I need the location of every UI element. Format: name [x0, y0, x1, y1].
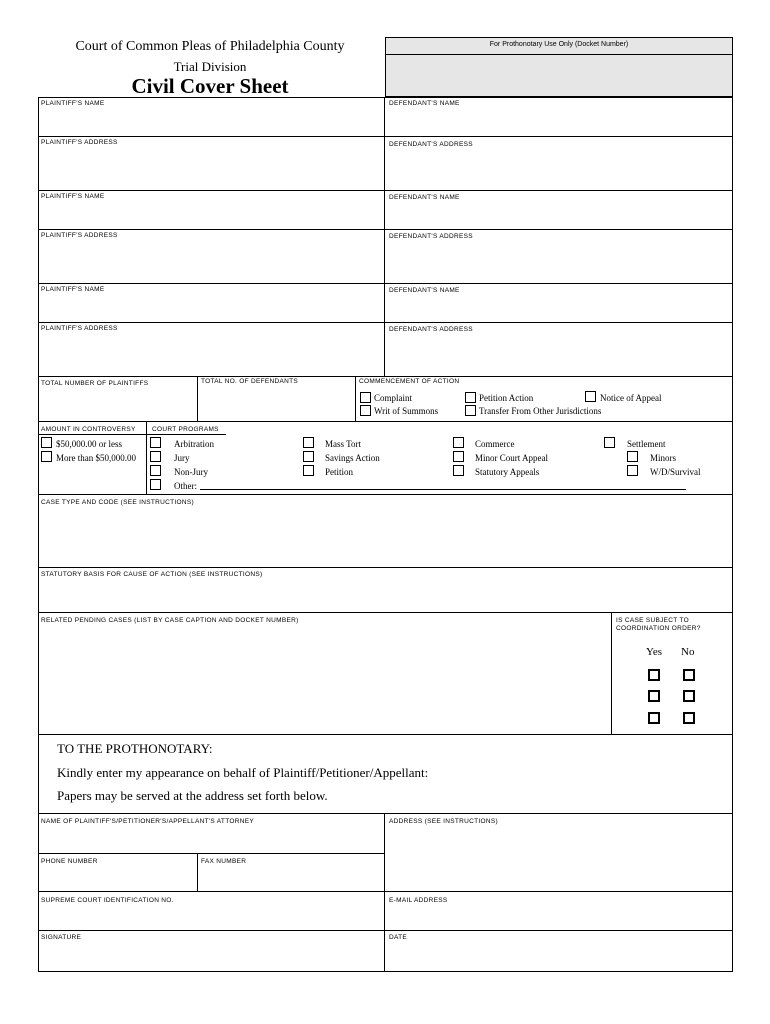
attorney-address-field[interactable]: [386, 827, 732, 890]
related-cases-field[interactable]: [39, 627, 610, 733]
court-name: Court of Common Pleas of Philadelphia County: [75, 39, 345, 54]
email-label: E-MAIL ADDRESS: [389, 897, 448, 904]
statutory-appeals-checkbox[interactable]: [453, 465, 464, 476]
statutory-basis-label: STATUTORY BASIS FOR CAUSE OF ACTION (SEE INSTRUCTIONS): [41, 571, 263, 578]
defendant-name-field-2[interactable]: [386, 204, 732, 228]
coordination-label-2: COORDINATION ORDER?: [616, 625, 701, 632]
phone-label: PHONE NUMBER: [41, 858, 98, 865]
plaintiff-address-label-1: PLAINTIFF'S ADDRESS: [41, 139, 118, 146]
plaintiff-name-field-3[interactable]: [39, 296, 383, 321]
other-label: Other:: [174, 481, 197, 491]
coordination-yes-checkbox-1[interactable]: [648, 669, 660, 681]
petition-action-label: Petition Action: [479, 393, 534, 403]
total-defendants-label: TOTAL NO. OF DEFENDANTS: [201, 378, 299, 385]
non-jury-checkbox[interactable]: [150, 465, 161, 476]
coordination-yes-checkbox-2[interactable]: [648, 690, 660, 702]
arbitration-checkbox[interactable]: [150, 437, 161, 448]
plaintiff-name-label-1: PLAINTIFF'S NAME: [41, 100, 105, 107]
yes-label: Yes: [646, 646, 663, 658]
notice-of-appeal-checkbox[interactable]: [585, 391, 596, 402]
writ-of-summons-label: Writ of Summons: [374, 406, 439, 416]
total-plaintiffs-field[interactable]: [39, 390, 196, 420]
non-jury-label: Non-Jury: [174, 467, 208, 477]
wd-survival-checkbox[interactable]: [627, 465, 638, 476]
attorney-name-label: NAME OF PLAINTIFF'S/PETITIONER'S/APPELLANT'S ATTORNEY: [41, 818, 254, 825]
statutory-appeals-label: Statutory Appeals: [475, 467, 540, 477]
division-name: Trial Division: [173, 59, 247, 74]
petition-checkbox[interactable]: [303, 465, 314, 476]
wd-survival-label: W/D/Survival: [650, 467, 701, 477]
plaintiff-name-label-3: PLAINTIFF'S NAME: [41, 286, 105, 293]
jury-checkbox[interactable]: [150, 451, 161, 462]
other-checkbox[interactable]: [150, 479, 161, 490]
complaint-checkbox[interactable]: [360, 392, 371, 403]
defendant-address-label-1: DEFENDANT'S ADDRESS: [389, 141, 473, 148]
supreme-court-id-field[interactable]: [39, 906, 383, 929]
related-cases-label: RELATED PENDING CASES (LIST BY CASE CAPTION AND DOCKET NUMBER): [41, 617, 299, 624]
notice-line-2: Papers may be served at the address set forth below.: [57, 788, 328, 803]
plaintiff-address-label-3: PLAINTIFF'S ADDRESS: [41, 325, 118, 332]
plaintiff-address-field-3[interactable]: [39, 335, 383, 375]
transfer-label: Transfer From Other Jurisdictions: [479, 406, 602, 416]
petition-action-checkbox[interactable]: [465, 392, 476, 403]
minors-label: Minors: [650, 453, 677, 463]
statutory-basis-field[interactable]: [39, 581, 732, 611]
plaintiff-name-label-2: PLAINTIFF'S NAME: [41, 193, 105, 200]
fax-field[interactable]: [198, 867, 383, 890]
coordination-label-1: IS CASE SUBJECT TO: [616, 617, 689, 624]
plaintiff-address-label-2: PLAINTIFF'S ADDRESS: [41, 232, 118, 239]
defendant-address-label-3: DEFENDANT'S ADDRESS: [389, 326, 473, 333]
amount-less-checkbox[interactable]: [41, 437, 52, 448]
prothonotary-label: For Prothonotary Use Only (Docket Number): [489, 41, 629, 48]
commerce-checkbox[interactable]: [453, 437, 464, 448]
savings-action-label: Savings Action: [325, 453, 380, 463]
minors-checkbox[interactable]: [627, 451, 638, 462]
coordination-no-checkbox-1[interactable]: [683, 669, 695, 681]
coordination-yes-checkbox-3[interactable]: [648, 712, 660, 724]
arbitration-label: Arbitration: [174, 439, 214, 449]
attorney-name-field[interactable]: [39, 827, 383, 852]
date-field[interactable]: [386, 943, 732, 971]
phone-field[interactable]: [39, 867, 196, 890]
prothonotary-box: [385, 37, 733, 97]
supreme-court-id-label: SUPREME COURT IDENTIFICATION NO.: [41, 897, 174, 904]
date-label: DATE: [389, 934, 408, 941]
writ-of-summons-checkbox[interactable]: [360, 405, 371, 416]
page-title: Civil Cover Sheet: [131, 74, 289, 98]
settlement-checkbox[interactable]: [604, 437, 615, 448]
coordination-no-checkbox-3[interactable]: [683, 712, 695, 724]
minor-court-appeal-label: Minor Court Appeal: [475, 453, 548, 463]
minor-court-appeal-checkbox[interactable]: [453, 451, 464, 462]
docket-number-field[interactable]: [386, 55, 732, 96]
defendant-address-field-3[interactable]: [386, 336, 732, 375]
defendant-address-label-2: DEFENDANT'S ADDRESS: [389, 233, 473, 240]
amount-more-label: More than $50,000.00: [56, 453, 136, 463]
case-type-label: CASE TYPE AND CODE (SEE INSTRUCTIONS): [41, 499, 194, 506]
signature-field[interactable]: [39, 943, 383, 971]
amount-more-checkbox[interactable]: [41, 451, 52, 462]
petition-label: Petition: [325, 467, 354, 477]
commencement-label: COMMENCEMENT OF ACTION: [359, 378, 460, 385]
jury-label: Jury: [174, 453, 190, 463]
commerce-label: Commerce: [475, 439, 515, 449]
plaintiff-name-field-2[interactable]: [39, 203, 383, 228]
total-defendants-field[interactable]: [198, 388, 354, 420]
notice-heading: TO THE PROTHONOTARY:: [57, 741, 213, 756]
total-plaintiffs-label: TOTAL NUMBER OF PLAINTIFFS: [41, 380, 149, 387]
court-programs-label: COURT PROGRAMS: [152, 426, 219, 433]
defendant-address-field-2[interactable]: [386, 243, 732, 282]
transfer-checkbox[interactable]: [465, 405, 476, 416]
defendant-name-field-1[interactable]: [386, 110, 732, 135]
defendant-name-label-3: DEFENDANT'S NAME: [389, 287, 460, 294]
case-type-field[interactable]: [39, 509, 732, 566]
complaint-label: Complaint: [374, 393, 412, 403]
notice-of-appeal-label: Notice of Appeal: [600, 393, 662, 403]
fax-label: FAX NUMBER: [201, 858, 247, 865]
settlement-label: Settlement: [627, 439, 666, 449]
plaintiff-address-field-1[interactable]: [39, 149, 383, 189]
attorney-address-label: ADDRESS (SEE INSTRUCTIONS): [389, 818, 498, 825]
plaintiff-address-field-2[interactable]: [39, 242, 383, 282]
no-label: No: [681, 646, 695, 658]
plaintiff-name-field-1[interactable]: [39, 110, 383, 135]
mass-tort-label: Mass Tort: [325, 439, 361, 449]
coordination-no-checkbox-2[interactable]: [683, 690, 695, 702]
defendant-name-label-2: DEFENDANT'S NAME: [389, 194, 460, 201]
signature-label: SIGNATURE: [41, 934, 82, 941]
amount-in-controversy-label: AMOUNT IN CONTROVERSY: [41, 426, 136, 433]
mass-tort-checkbox[interactable]: [303, 437, 314, 448]
defendant-name-label-1: DEFENDANT'S NAME: [389, 100, 460, 107]
defendant-address-field-1[interactable]: [386, 150, 732, 189]
notice-line-1: Kindly enter my appearance on behalf of Plaintiff/Petitioner/Appellant:: [57, 765, 429, 780]
amount-less-label: $50,000.00 or less: [56, 439, 122, 449]
savings-action-checkbox[interactable]: [303, 451, 314, 462]
other-input-line[interactable]: [200, 489, 686, 490]
email-field[interactable]: [386, 906, 732, 929]
defendant-name-field-3[interactable]: [386, 297, 732, 321]
